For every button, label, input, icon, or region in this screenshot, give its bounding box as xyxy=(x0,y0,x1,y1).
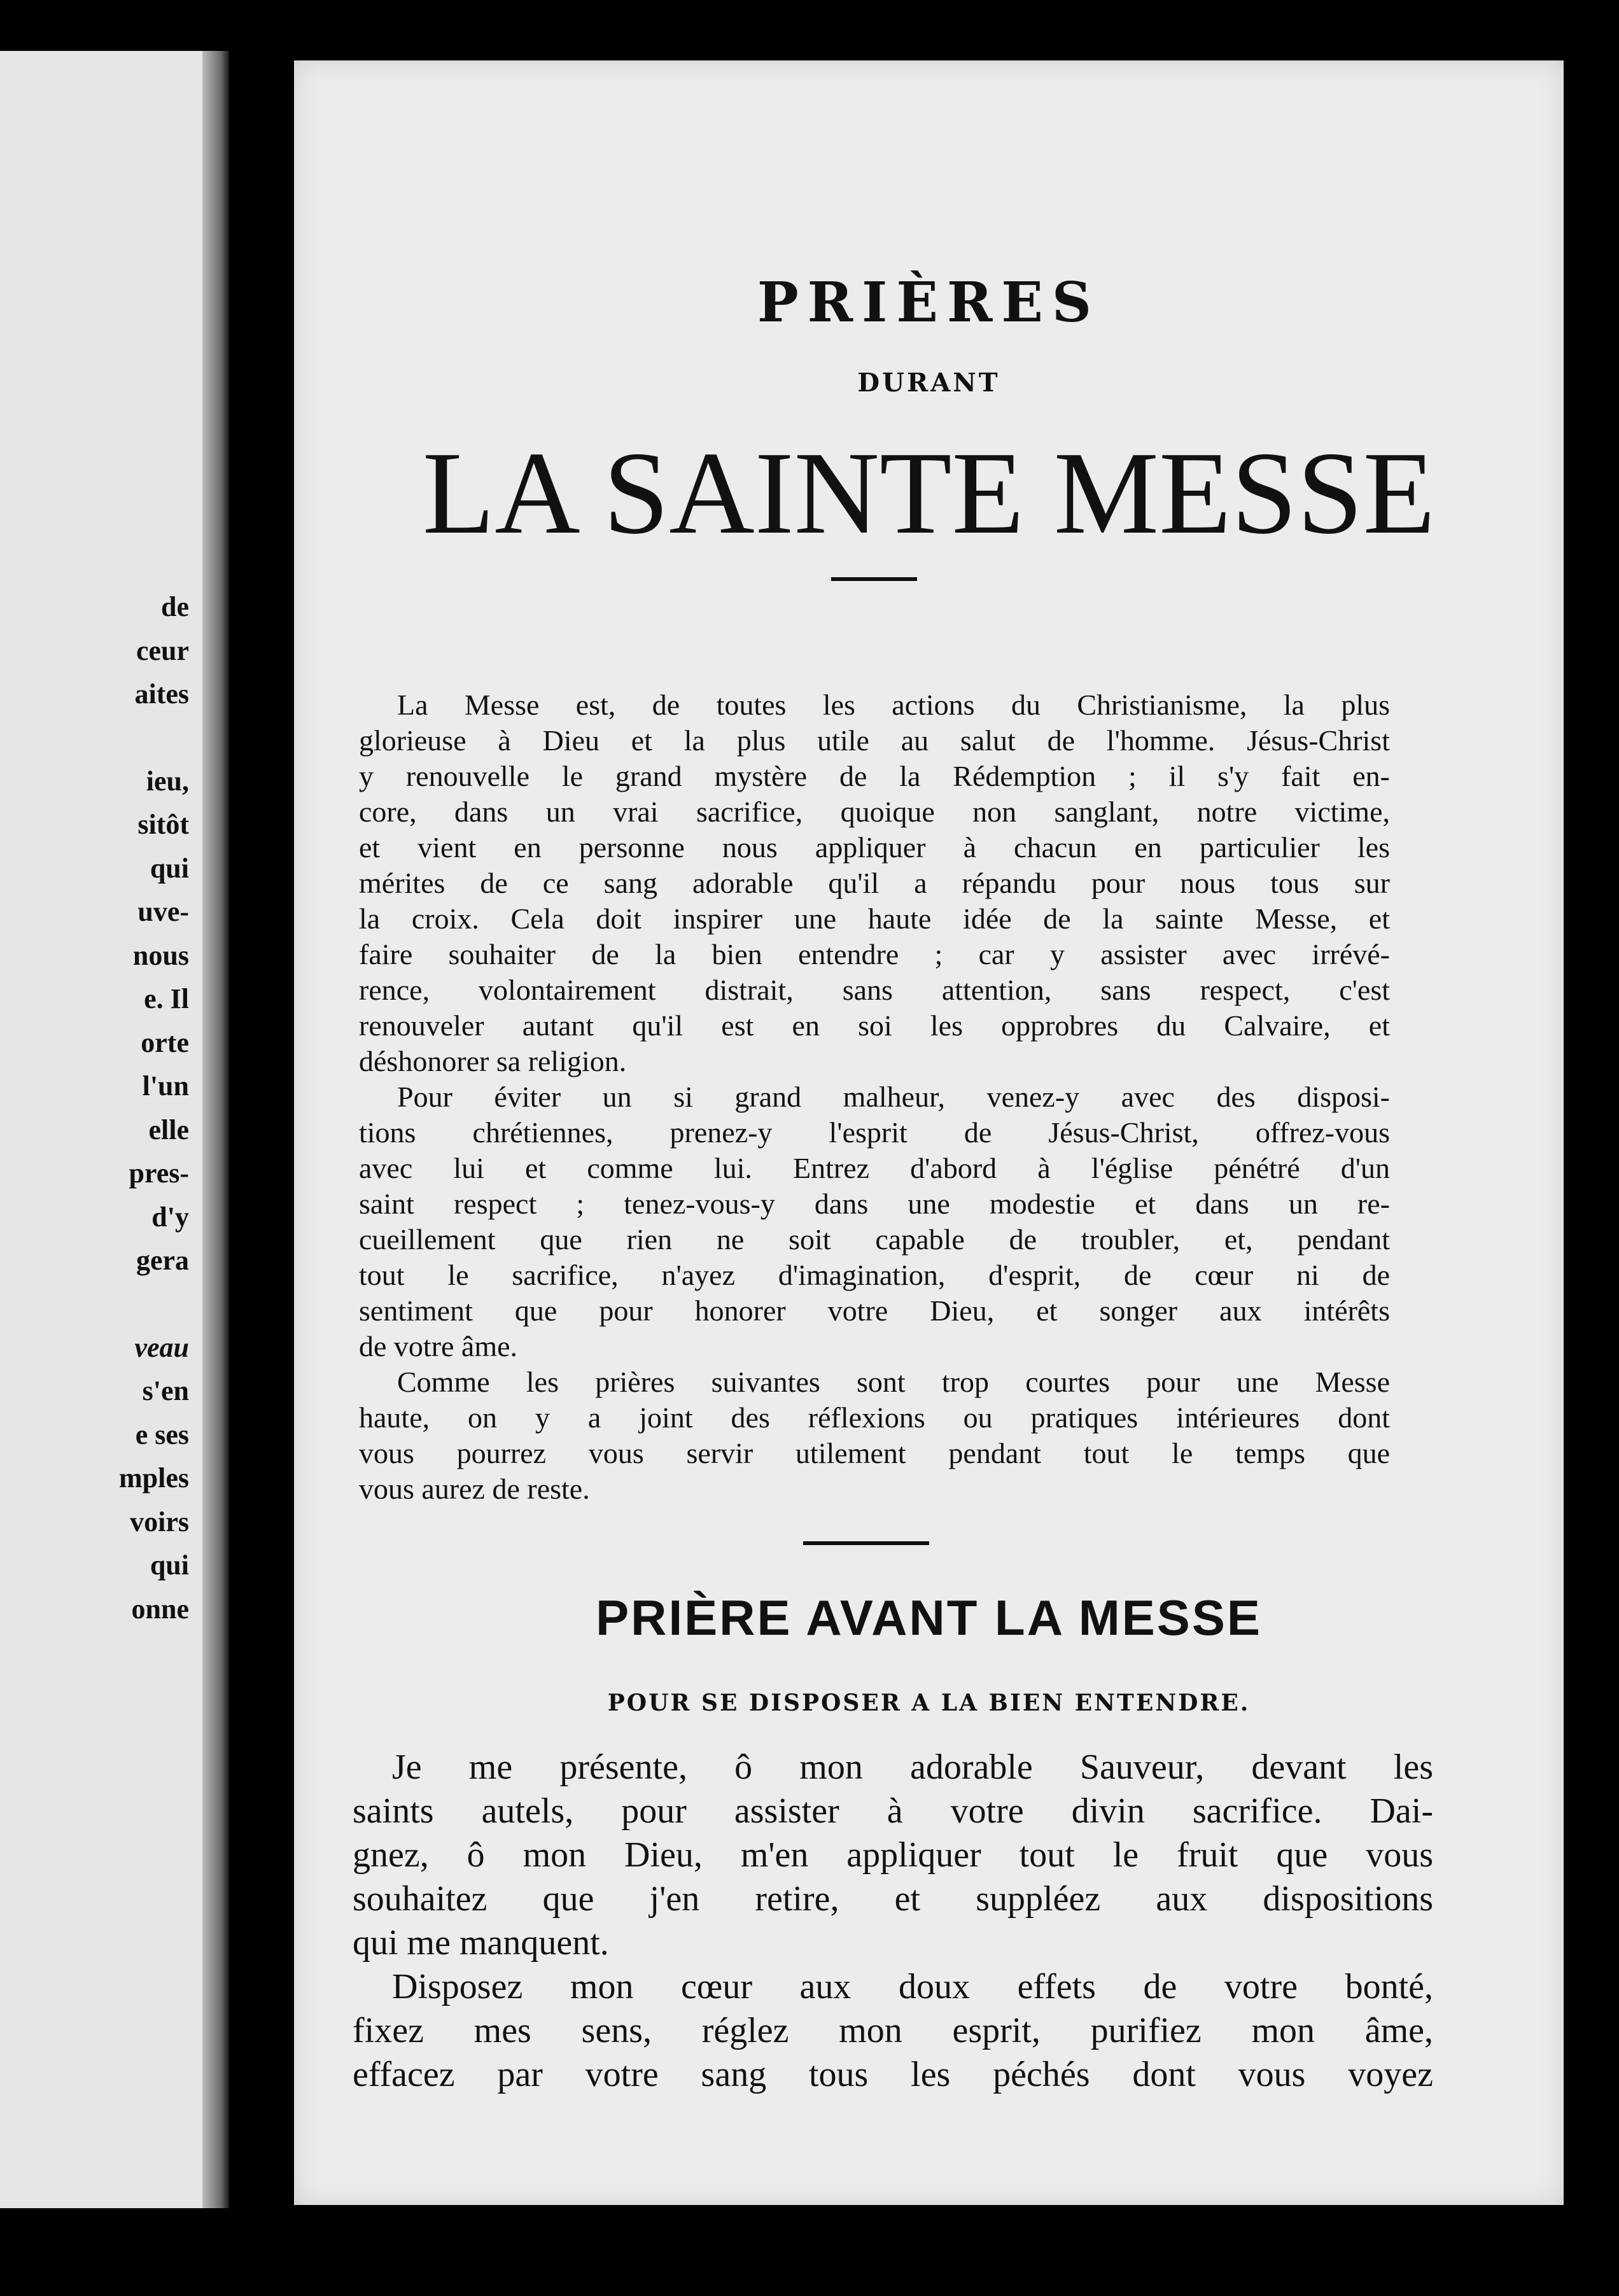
text-line: glorieuse à Dieu et la plus utile au salut de l'homme. Jésus-Christ xyxy=(359,724,1390,757)
text-line: haute, on y a joint des réflexions ou pratiques intérieures dont xyxy=(359,1401,1390,1434)
text-line: tions chrétiennes, prenez-y l'esprit de Jésus-Christ, offrez-vous xyxy=(359,1116,1390,1149)
left-facing-page xyxy=(0,51,226,2208)
text-line: cueillement que rien ne soit capable de troubler, et, pendant xyxy=(359,1223,1390,1256)
text-line: Pour éviter un si grand malheur, venez-y avec des disposi- xyxy=(397,1081,1390,1113)
text-line: effacez par votre sang tous les péchés dont vous voyez xyxy=(353,2055,1433,2094)
left-fragment: nous xyxy=(132,939,189,971)
text-line: La Messe est, de toutes les actions du Christianisme, la plus xyxy=(397,689,1390,721)
left-fragment: d'y xyxy=(151,1201,189,1233)
text-line: souhaitez que j'en retire, et suppléez aux dispositions xyxy=(353,1879,1433,1919)
divider-rule xyxy=(831,577,917,581)
left-fragment: gera xyxy=(136,1245,189,1276)
page-gutter xyxy=(202,51,229,2208)
left-fragment: uve- xyxy=(137,896,189,927)
text-line: saints autels, pour assister à votre divin sacrifice. Dai- xyxy=(353,1791,1433,1831)
left-fragment: voirs xyxy=(130,1506,189,1537)
section-subtitle: POUR SE DISPOSER A LA BIEN ENTENDRE. xyxy=(607,1690,1251,1716)
text-line: tout le sacrifice, n'ayez d'imagination, d'esprit, de cœur ni de xyxy=(359,1259,1390,1291)
text-line: y renouvelle le grand mystère de la Rédemption ; il s'y fait en- xyxy=(359,760,1390,792)
left-fragment: ieu, xyxy=(146,765,189,797)
text-line: vous aurez de reste. xyxy=(359,1473,590,1505)
text-line: sentiment que pour honorer votre Dieu, et songer aux intérêts xyxy=(359,1294,1390,1327)
prayer-text xyxy=(353,1746,1433,2097)
text-line: et vient en personne nous appliquer à chacun en particulier les xyxy=(359,831,1390,864)
divider-rule xyxy=(803,1541,929,1545)
text-line: faire souhaiter de la bien entendre ; car y assister avec irrévé- xyxy=(359,938,1390,970)
left-fragment: ceur xyxy=(136,634,189,666)
text-line: avec lui et comme lui. Entrez d'abord à l'église pénétré d'un xyxy=(359,1152,1390,1184)
left-fragment: veau xyxy=(134,1331,189,1363)
text-line: mérites de ce sang adorable qu'il a répandu pour nous tous sur xyxy=(359,867,1390,899)
left-fragment: pres- xyxy=(129,1158,189,1189)
text-line: la croix. Cela doit inspirer une haute idée de la sainte Messe, et xyxy=(359,902,1390,935)
text-line: vous pourrez vous servir utilement pendant tout le temps que xyxy=(359,1437,1390,1469)
left-fragment: sitôt xyxy=(137,809,189,840)
text-line: de votre âme. xyxy=(359,1330,518,1362)
text-line: gnez, ô mon Dieu, m'en appliquer tout le fruit que vous xyxy=(353,1835,1433,1875)
left-fragment: aites xyxy=(134,678,189,710)
left-fragment: mples xyxy=(119,1462,189,1494)
left-fragment: de xyxy=(161,591,189,622)
left-fragment: onne xyxy=(131,1593,189,1625)
text-line: rence, volontairement distrait, sans attention, sans respect, c'est xyxy=(359,974,1390,1006)
left-fragment: e. Il xyxy=(144,983,189,1014)
intro-text xyxy=(359,687,1390,1507)
text-line: Je me présente, ô mon adorable Sauveur, devant les xyxy=(392,1747,1433,1787)
left-page-text xyxy=(24,585,189,1631)
text-line: Disposez mon cœur aux doux effets de votre bonté, xyxy=(392,1967,1433,2006)
left-fragment: l'un xyxy=(142,1070,189,1102)
left-fragment: elle xyxy=(148,1114,189,1145)
text-line: saint respect ; tenez-vous-y dans une modestie et dans un re- xyxy=(359,1187,1390,1220)
text-line: fixez mes sens, réglez mon esprit, purifiez mon âme, xyxy=(353,2011,1433,2050)
page-title: LA SAINTE MESSE xyxy=(422,428,1436,559)
left-fragment: orte xyxy=(141,1026,189,1058)
left-fragment: e ses xyxy=(135,1418,189,1450)
main-page xyxy=(294,60,1564,2205)
text-line: déshonorer sa religion. xyxy=(359,1045,627,1077)
heading-durant: DURANT xyxy=(857,368,1000,398)
text-line: qui me manquent. xyxy=(353,1923,609,1963)
left-fragment: s'en xyxy=(142,1375,189,1406)
heading-prieres: PRIÈRES xyxy=(757,270,1101,335)
section-title: PRIÈRE AVANT LA MESSE xyxy=(596,1590,1262,1646)
left-fragment: qui xyxy=(150,1550,189,1581)
text-line: core, dans un vrai sacrifice, quoique non sanglant, notre victime, xyxy=(359,795,1390,828)
text-line: renouveler autant qu'il est en soi les opprobres du Calvaire, et xyxy=(359,1009,1390,1042)
text-line: Comme les prières suivantes sont trop courtes pour une Messe xyxy=(397,1366,1390,1398)
left-fragment: qui xyxy=(150,852,189,884)
